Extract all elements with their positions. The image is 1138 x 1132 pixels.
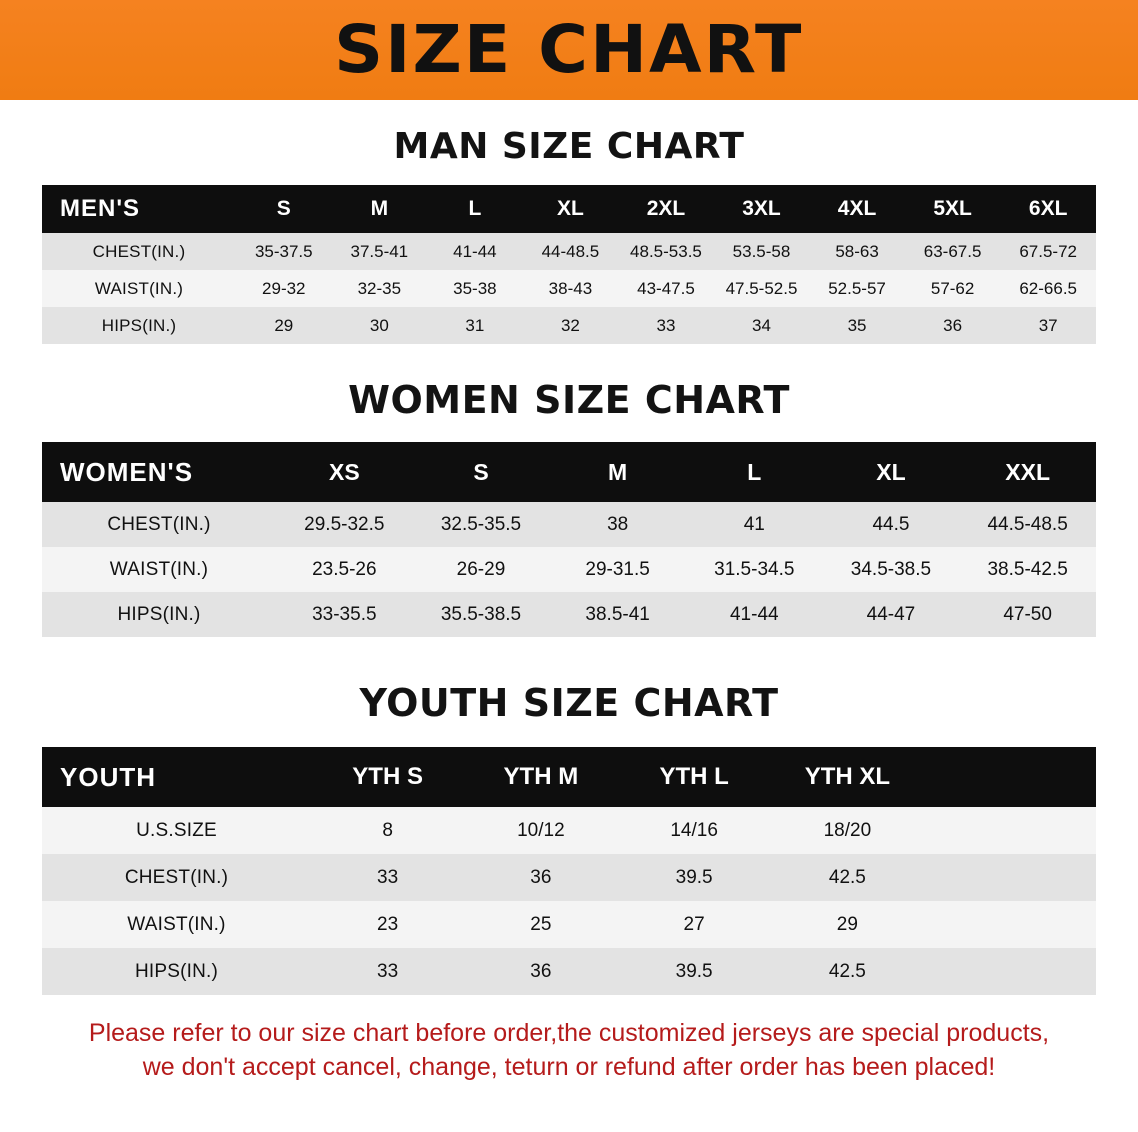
man-cell-2-1: 30 — [332, 307, 428, 344]
man-size-table — [42, 185, 1096, 344]
women-cell-1-4: 34.5-38.5 — [823, 547, 960, 592]
youth-cell-1-spacer — [924, 854, 1096, 901]
youth-header-cell-2: YTH M — [464, 747, 617, 807]
youth-row-label-3: HIPS(IN.) — [42, 948, 311, 995]
youth-row-label-2: WAIST(IN.) — [42, 901, 311, 948]
man-cell-0-3: 44-48.5 — [523, 233, 619, 270]
man-header-cell-4: XL — [523, 185, 619, 233]
table-header-row — [42, 747, 1096, 807]
man-cell-1-4: 43-47.5 — [618, 270, 714, 307]
man-cell-2-6: 35 — [809, 307, 905, 344]
man-table-body — [42, 233, 1096, 344]
man-header-cell-0: MEN'S — [42, 185, 236, 233]
man-cell-0-2: 41-44 — [427, 233, 523, 270]
women-row-label-1: WAIST(IN.) — [42, 547, 276, 592]
women-cell-0-2: 38 — [549, 502, 686, 547]
women-cell-0-3: 41 — [686, 502, 823, 547]
man-cell-0-1: 37.5-41 — [332, 233, 428, 270]
women-cell-2-3: 41-44 — [686, 592, 823, 637]
table-row — [42, 307, 1096, 344]
table-row — [42, 233, 1096, 270]
man-cell-0-8: 67.5-72 — [1000, 233, 1096, 270]
women-header-cell-2: S — [413, 442, 550, 502]
disclaimer-line-1: Please refer to our size chart before order,the customized jerseys are special products, — [88, 1019, 1050, 1047]
man-cell-0-0: 35-37.5 — [236, 233, 332, 270]
man-cell-2-5: 34 — [714, 307, 810, 344]
man-table-wrap — [42, 185, 1096, 344]
man-cell-1-8: 62-66.5 — [1000, 270, 1096, 307]
women-cell-0-5: 44.5-48.5 — [959, 502, 1096, 547]
man-header-cell-7: 4XL — [809, 185, 905, 233]
women-cell-2-4: 44-47 — [823, 592, 960, 637]
man-cell-0-7: 63-67.5 — [905, 233, 1001, 270]
man-cell-2-0: 29 — [236, 307, 332, 344]
women-cell-0-0: 29.5-32.5 — [276, 502, 413, 547]
man-cell-1-6: 52.5-57 — [809, 270, 905, 307]
youth-size-table — [42, 747, 1096, 995]
table-row — [42, 807, 1096, 854]
man-header-cell-5: 2XL — [618, 185, 714, 233]
women-table-wrap — [42, 442, 1096, 637]
women-cell-1-5: 38.5-42.5 — [959, 547, 1096, 592]
man-cell-1-5: 47.5-52.5 — [714, 270, 810, 307]
women-table-body — [42, 502, 1096, 637]
youth-cell-2-spacer — [924, 901, 1096, 948]
women-section-heading: WOMEN SIZE CHART — [348, 378, 790, 422]
youth-header-cell-4: YTH XL — [771, 747, 924, 807]
women-table-head — [42, 442, 1096, 502]
women-cell-1-3: 31.5-34.5 — [686, 547, 823, 592]
youth-row-label-1: CHEST(IN.) — [42, 854, 311, 901]
man-cell-1-0: 29-32 — [236, 270, 332, 307]
youth-cell-0-3: 18/20 — [771, 807, 924, 854]
man-table-head — [42, 185, 1096, 233]
women-header-cell-1: XS — [276, 442, 413, 502]
man-section-heading: MAN SIZE CHART — [393, 126, 745, 167]
youth-cell-1-3: 42.5 — [771, 854, 924, 901]
youth-cell-1-0: 33 — [311, 854, 464, 901]
women-cell-1-2: 29-31.5 — [549, 547, 686, 592]
women-cell-1-1: 26-29 — [413, 547, 550, 592]
women-header-cell-5: XL — [823, 442, 960, 502]
youth-cell-0-spacer — [924, 807, 1096, 854]
women-row-label-2: HIPS(IN.) — [42, 592, 276, 637]
youth-cell-0-2: 14/16 — [618, 807, 771, 854]
table-row — [42, 502, 1096, 547]
table-row — [42, 547, 1096, 592]
youth-cell-2-3: 29 — [771, 901, 924, 948]
youth-cell-3-1: 36 — [464, 948, 617, 995]
page-title: SIZE CHART — [334, 11, 804, 88]
youth-header-cell-0: YOUTH — [42, 747, 311, 807]
women-header-cell-4: L — [686, 442, 823, 502]
women-cell-0-1: 32.5-35.5 — [413, 502, 550, 547]
women-cell-2-0: 33-35.5 — [276, 592, 413, 637]
women-cell-2-2: 38.5-41 — [549, 592, 686, 637]
table-row — [42, 854, 1096, 901]
youth-cell-0-0: 8 — [311, 807, 464, 854]
man-cell-1-3: 38-43 — [523, 270, 619, 307]
table-header-row — [42, 442, 1096, 502]
page-banner — [0, 0, 1138, 100]
man-header-cell-3: L — [427, 185, 523, 233]
man-cell-2-8: 37 — [1000, 307, 1096, 344]
women-header-cell-0: WOMEN'S — [42, 442, 276, 502]
man-header-cell-2: M — [332, 185, 428, 233]
women-size-table — [42, 442, 1096, 637]
man-row-label-0: CHEST(IN.) — [42, 233, 236, 270]
man-header-cell-1: S — [236, 185, 332, 233]
man-row-label-1: WAIST(IN.) — [42, 270, 236, 307]
women-header-cell-3: M — [549, 442, 686, 502]
table-row — [42, 270, 1096, 307]
man-header-cell-9: 6XL — [1000, 185, 1096, 233]
youth-cell-3-0: 33 — [311, 948, 464, 995]
youth-table-body — [42, 807, 1096, 995]
man-row-label-2: HIPS(IN.) — [42, 307, 236, 344]
women-cell-2-5: 47-50 — [959, 592, 1096, 637]
man-cell-1-2: 35-38 — [427, 270, 523, 307]
table-header-row — [42, 185, 1096, 233]
table-row — [42, 901, 1096, 948]
man-cell-2-4: 33 — [618, 307, 714, 344]
man-cell-2-2: 31 — [427, 307, 523, 344]
youth-table-head — [42, 747, 1096, 807]
man-cell-1-7: 57-62 — [905, 270, 1001, 307]
women-cell-1-0: 23.5-26 — [276, 547, 413, 592]
disclaimer-note — [64, 1017, 1074, 1085]
man-cell-0-6: 58-63 — [809, 233, 905, 270]
youth-cell-1-2: 39.5 — [618, 854, 771, 901]
youth-section-heading: YOUTH SIZE CHART — [359, 681, 779, 725]
youth-header-cell-3: YTH L — [618, 747, 771, 807]
youth-table-wrap — [42, 747, 1096, 995]
man-header-cell-8: 5XL — [905, 185, 1001, 233]
women-header-cell-6: XXL — [959, 442, 1096, 502]
youth-header-cell-spacer — [924, 747, 1096, 807]
man-cell-2-3: 32 — [523, 307, 619, 344]
youth-cell-3-spacer — [924, 948, 1096, 995]
youth-header-cell-1: YTH S — [311, 747, 464, 807]
table-row — [42, 948, 1096, 995]
women-row-label-0: CHEST(IN.) — [42, 502, 276, 547]
youth-cell-3-2: 39.5 — [618, 948, 771, 995]
youth-row-label-0: U.S.SIZE — [42, 807, 311, 854]
man-cell-2-7: 36 — [905, 307, 1001, 344]
youth-cell-2-2: 27 — [618, 901, 771, 948]
table-row — [42, 592, 1096, 637]
youth-cell-0-1: 10/12 — [464, 807, 617, 854]
man-cell-0-5: 53.5-58 — [714, 233, 810, 270]
man-cell-1-1: 32-35 — [332, 270, 428, 307]
disclaimer-line-2: we don't accept cancel, change, teturn or refund after order has been placed! — [142, 1052, 996, 1081]
man-cell-0-4: 48.5-53.5 — [618, 233, 714, 270]
youth-cell-2-0: 23 — [311, 901, 464, 948]
youth-cell-1-1: 36 — [464, 854, 617, 901]
youth-cell-3-3: 42.5 — [771, 948, 924, 995]
women-cell-0-4: 44.5 — [823, 502, 960, 547]
youth-cell-2-1: 25 — [464, 901, 617, 948]
man-header-cell-6: 3XL — [714, 185, 810, 233]
women-cell-2-1: 35.5-38.5 — [413, 592, 550, 637]
